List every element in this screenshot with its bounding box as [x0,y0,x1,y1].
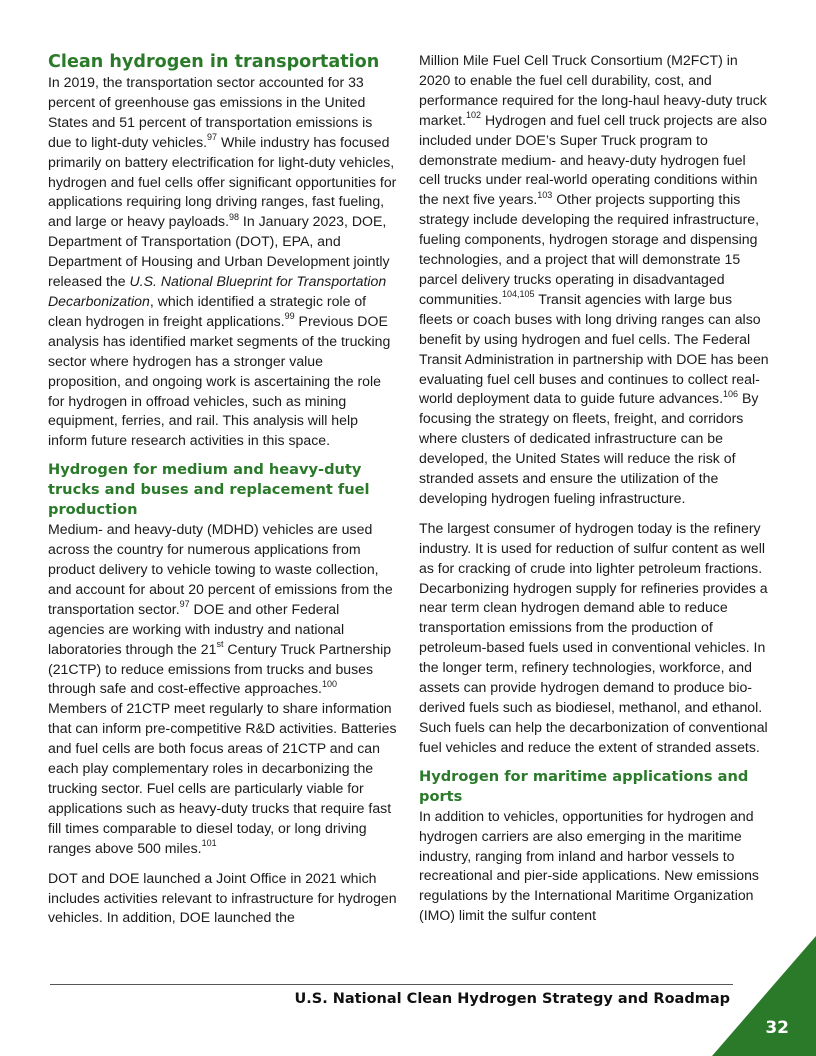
footnote-ref: 101 [201,838,217,849]
paragraph-transportation-intro: In 2019, the transportation sector accounted for 33 percent of greenhouse gas emissions in the United States and 51 percent of transportation emissions is due to light-duty vehicles.$^{97}$ While industry has focused primarily on battery electrification for light-duty vehicles, hydrogen and fuel cells offer significant opportunities for applications requiring long driving ranges, fast fueling, and large or heavy payloads.$^{98}$ In January 2023, DOE, Department of Transportation (DOT), EPA, and Department of Housing and Urban Development jointly released the U.S. National Blueprint for Transportation Decarbonization, which identified a strategic role of clean hydrogen in freight applications.$^{99}$ Previous DOE analysis has identified market segments of the trucking sector where hydrogen has a stronger value proposition, and ongoing work is ascertaining the role for hydrogen in offroad vehicles, such as mining equipment, ferries, and rail. This analysis will help inform future research activities in this space. [48,74,397,449]
footnote-ref: 97 [207,132,218,143]
right-column [419,51,769,926]
section-heading-transportation: Clean hydrogen in transportation [48,52,380,72]
footer-document-title: U.S. National Clean Hydrogen Strategy and Roadmap [294,991,730,1007]
paragraph-refinery: The largest consumer of hydrogen today is the refinery industry. It is used for reduction of sulfur content as well as for cracking of crude into lighter petroleum fractions. Decarbonizing hydrogen supply for refineries provides a near term clean hydrogen demand able to reduce transportation emissions from the production of petroleum-based fuels used in conventional vehicles. In the longer term, refinery technologies, workforce, and assets can provide hydrogen demand to produce bio-derived fuels such as biodiesel, methanol, and ethanol. Such fuels can help the decarbonization of conventional fuel vehicles and reduce the extent of stranded assets. [419,519,768,755]
footnote-ref: 98 [229,211,240,222]
paragraph-joint-office: DOT and DOE launched a Joint Office in 2021 which includes activities relevant to infrastructure for hydrogen vehicles. In addition, DOE launched the [48,869,397,926]
paragraph-m2fct: Million Mile Fuel Cell Truck Consortium (M2FCT) in 2020 to enable the fuel cell durability, cost, and performance required for the long-haul heavy-duty truck market.$^{102}$ Hydrogen and fuel cell truck projects are also included under DOE’s Super Truck program to demonstrate medium- and heavy-duty hydrogen fuel cell trucks under real-world operating conditions within the next five years.$^{103}$ Other projects supporting this strategy include developing the required infrastructure, fueling components, hydrogen storage and dispensing technologies, and a project that will demonstrate 15 parcel delivery trucks operating in disadvantaged communities.$^{104,105}$ Transit agencies with large bus fleets or coach buses with long driving ranges can also benefit by using hydrogen and fuel cells. The Federal Transit Administration in partnership with DOE has been evaluating fuel cell buses and continues to collect real-world deployment data to guide future advances.$^{106}$ By focusing the strategy on fleets, freight, and corridors where clusters of dedicated infrastructure can be developed, the United States will reduce the risk of stranded assets and ensure the utilization of the developing hydrogen fueling infrastructure. [419,52,769,506]
paragraph-mdhd: Medium- and heavy-duty (MDHD) vehicles are used across the country for numerous applications from product delivery to vehicle towing to waste collection, and account for about 20 percent of emissions from the transportation sector.$^{97}$ DOE and other Federal agencies are working with industry and national laboratories through the 21st Century Truck Partnership (21CTP) to reduce emissions from trucks and buses through safe and cost-effective approaches.$^{100}$ Members of 21CTP meet regularly to share information that can inform pre-competitive R&D activities. Batteries and fuel cells are both focus areas of 21CTP and can each play complementary roles in decarbonizing the trucking sector. Fuel cells are particularly viable for applications such as heavy-duty trucks that require fast fill times comparable to diesel today, or long driving ranges above 500 miles.$^{101}$ [48,521,397,856]
footnote-ref: 97 [179,599,190,610]
footnote-ref: 104,105 [502,289,535,300]
footnote-ref: 100 [321,678,337,689]
publication-title: U.S. National Blueprint for Transportation Decarbonization [48,273,387,309]
footer-divider [50,984,733,985]
subheading-mdhd-trucks: Hydrogen for medium and heavy-duty trucks and buses and replacement fuel production [48,461,370,519]
footnote-ref: 99 [284,311,295,322]
paragraph-maritime: In addition to vehicles, opportunities for hydrogen and hydrogen carriers are also emerging in the maritime industry, ranging from inland and harbor vessels to recreational and pier-side applications. New emissions regulations by the International Maritime Organization (IMO) limit the sulfur content [419,807,759,924]
subheading-maritime: Hydrogen for maritime applications and ports [419,767,749,805]
footnote-ref: 102 [466,110,482,121]
page-number: 32 [765,1018,789,1038]
footnote-ref: 106 [723,388,739,399]
left-column [48,51,398,928]
footnote-ref: 103 [537,189,553,200]
ordinal-suffix: st [216,638,224,649]
